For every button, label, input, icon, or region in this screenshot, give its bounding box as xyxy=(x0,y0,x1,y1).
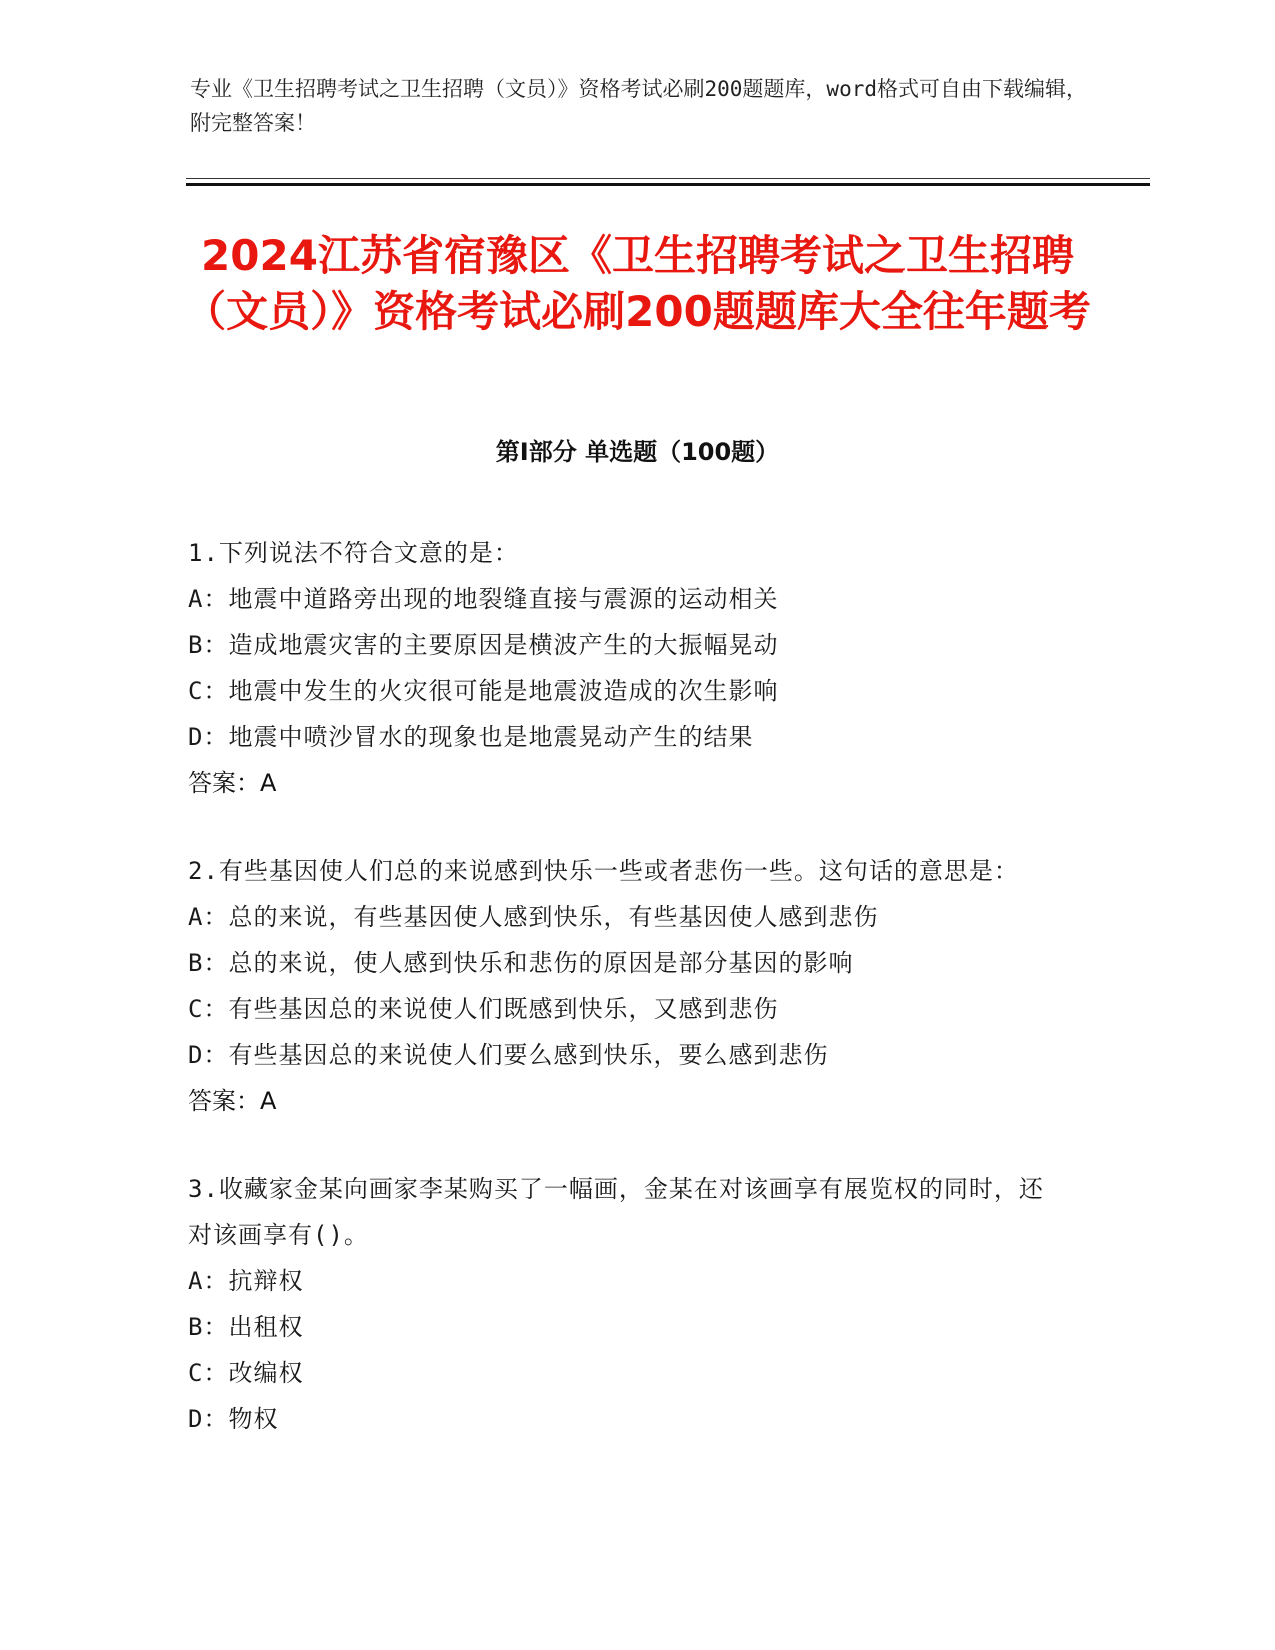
question-2 xyxy=(188,848,1068,1124)
option-a: A：地震中道路旁出现的地裂缝直接与震源的运动相关 xyxy=(188,585,779,613)
header-divider-thin xyxy=(186,178,1150,179)
option-c: C：地震中发生的火灾很可能是地震波造成的次生影响 xyxy=(188,677,779,705)
section-heading: 第I部分 单选题（100题） xyxy=(495,438,780,466)
question-stem: 1.下列说法不符合文意的是： xyxy=(188,539,519,567)
option-c: C：改编权 xyxy=(188,1359,304,1387)
question-stem: 2.有些基因使人们总的来说感到快乐一些或者悲伤一些。这句话的意思是： xyxy=(188,857,1019,885)
option-a: A：抗辩权 xyxy=(188,1267,304,1295)
option-d: D：地震中喷沙冒水的现象也是地震晃动产生的结果 xyxy=(188,723,754,751)
option-a: A：总的来说，有些基因使人感到快乐，有些基因使人感到悲伤 xyxy=(188,903,879,931)
option-b: B：出租权 xyxy=(188,1313,304,1341)
answer: 答案：A xyxy=(188,769,277,797)
question-1 xyxy=(188,530,1068,806)
answer: 答案：A xyxy=(188,1087,277,1115)
document-intro: 专业《卫生招聘考试之卫生招聘（文员）》资格考试必刷200题题库，word格式可自由下载编辑，附完整答案！ xyxy=(190,77,1087,135)
question-stem: 3.收藏家金某向画家李某购买了一幅画，金某在对该画享有展览权的同时，还对该画享有()。 xyxy=(188,1175,1044,1249)
header-divider-thick xyxy=(186,183,1150,186)
option-d: D：有些基因总的来说使人们要么感到快乐，要么感到悲伤 xyxy=(188,1041,829,1069)
question-3 xyxy=(188,1166,1068,1442)
question-list xyxy=(188,530,1068,1484)
option-d: D：物权 xyxy=(188,1405,279,1433)
option-c: C：有些基因总的来说使人们既感到快乐，又感到悲伤 xyxy=(188,995,779,1023)
document-title: 2024江苏省宿豫区《卫生招聘考试之卫生招聘（文员）》资格考试必刷200题题库大全往年题考 xyxy=(184,231,1091,336)
option-b: B：总的来说，使人感到快乐和悲伤的原因是部分基因的影响 xyxy=(188,949,854,977)
option-b: B：造成地震灾害的主要原因是横波产生的大振幅晃动 xyxy=(188,631,779,659)
